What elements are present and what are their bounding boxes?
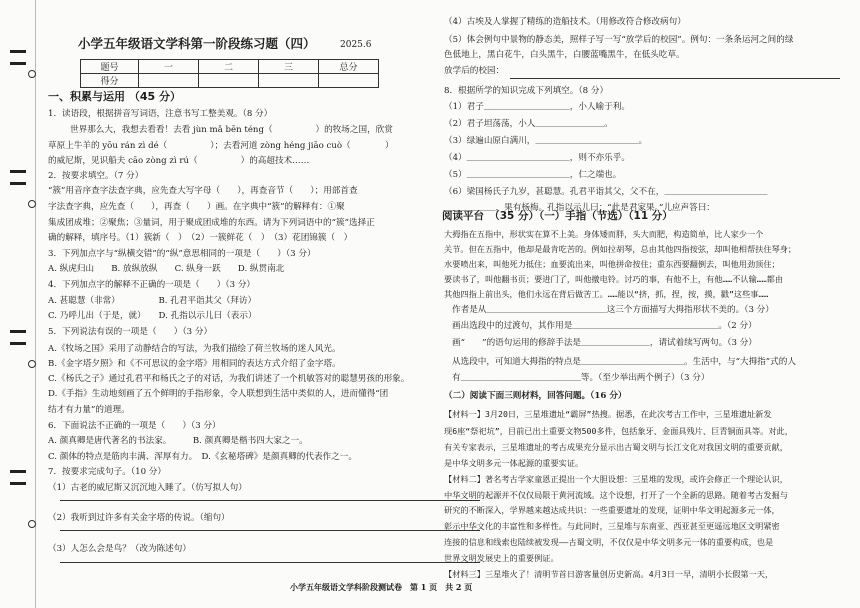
question-line: （5）＿＿＿＿＿＿＿＿＿＿＿＿，仁之端也。: [444, 170, 622, 180]
question-line: （6）梁国杨氏子九岁，甚聪慧。孔君平诣其父，父不在，＿＿＿＿＿＿＿＿＿＿＿＿: [444, 187, 768, 197]
material-line: 彰示中华文化的丰富性和多样性。与此同时，三星堆与东南亚、西亚甚至更遥远地区文明紧密: [444, 521, 780, 531]
question-line: 8．根据所学的知识完成下列填空。（8 分）: [444, 86, 609, 96]
material-line: 【材料三】三星堆火了！清明节首日游客量创历史新高。4月3日一早，清明小长假第一天，: [444, 569, 774, 579]
material-line: 【材料二】著名考古学家童恩正提出一个大胆设想：三星堆的发现，或许会修正一个理论认识，: [444, 474, 788, 484]
material-line: 有关专家表示，三星堆遗址的考古成果充分显示出古蜀文明与长江文化对我国文明的重要贡献，: [444, 442, 788, 452]
section-heading: 一、积累与运用 （45 分）: [48, 90, 181, 103]
column-header: 三: [259, 60, 319, 74]
question-line: 6．下面说法不正确的一项是（ ）（3 分）: [48, 421, 221, 431]
question-line: 草原上牛羊的 yōu rán zì dé（ ）；去看河道 zòng héng jiāo cuò（ ）: [48, 141, 394, 151]
question-line: C. 乃呼儿出（于是，就） D. 孔指以示儿曰（表示）: [48, 311, 257, 321]
binding-strip: [4, 40, 32, 580]
question-line: A. 甚聪慧（非常） B. 孔君平诣其父（拜访）: [48, 296, 257, 306]
question-line: 2．按要求填空。（7 分）: [48, 171, 144, 181]
question-line: C.《杨氏之子》通过孔君平和杨氏之子的对话，为我们讲述了一个机敏答对的聪慧男孩的形象。: [48, 374, 410, 384]
question-line: A.《牧场之国》采用了动静结合的写法，为我们描绘了荷兰牧场的迷人风光。: [48, 344, 341, 354]
material-line: 中华文明的起源并不仅仅局限于黄河流域。这个设想，打开了一个全新的思路。随着考古发掘与: [444, 490, 788, 500]
question-line: （1）君子＿＿＿＿＿＿＿＿＿＿，小人喻于利。: [444, 102, 630, 112]
reading-question: 作者是从＿＿＿＿＿＿＿＿＿＿＿＿＿＿这三个方面描写大拇指形状不美的。（3 分）: [452, 305, 774, 315]
question-line: （2）我听到过许多有关金字塔的传说。（缩句）: [48, 513, 230, 523]
question-line: ＿＿＿＿＿＿，果有杨梅。孔指以示儿曰：“此是君家果。”儿应声答曰：: [444, 203, 715, 213]
passage-line: 水要喷出来，叫他死力抵住；血要流出来，叫他拼命按住；重东西要翻倒去，叫他用劲顶住；: [444, 259, 780, 269]
material-line: 是中华文明多元一体起源的重要实证。: [444, 458, 584, 468]
score-cell[interactable]: [319, 74, 379, 88]
question-line: （3）人怎么会是鸟？（改为陈述句）: [48, 544, 191, 554]
question-line: 色低地上，黑白花牛，白头黑牛，白腰蓝嘴黑牛，在低头吃草。: [444, 50, 685, 60]
question-line: （4）＿＿＿＿＿＿＿＿＿＿＿＿，则不亦乐乎。: [444, 153, 630, 163]
passage-line: 关节。但在五指中，他却是最肯吃苦的。例如拉胡琴，总由其他四指按弦，却叫他相帮扶住琴身；: [444, 244, 797, 254]
reading-question: 有＿＿＿＿＿＿＿＿＿＿＿＿＿＿等。（至少举出两个例子）（3 分）: [452, 373, 710, 383]
reading-question: 从选段中，可知道大拇指的特点是＿＿＿＿＿＿＿＿＿＿＿＿。生活中，与“大拇指”式的人: [452, 357, 796, 367]
score-cell[interactable]: [259, 74, 319, 88]
question-line: （4）古埃及人掌握了精练的造船技术。（用修改符合修改病句）: [444, 17, 686, 27]
question-line: 确的解释，填序号。（1）簇新（ ） （2）一簇鲜花（ ） （3）花团锦簇（ ）: [48, 233, 353, 243]
question-line: D.《手指》生动地刻画了五个鲜明的手指形象，令人联想到生活中类似的人，进而懂得“团: [48, 389, 389, 399]
question-line: A. 颜真卿是唐代著名的书法家。 B. 颜真卿是楷书四大家之一。: [48, 436, 308, 446]
row-label: 得分: [81, 74, 139, 88]
score-table: [80, 59, 379, 88]
question-line: （5）体会例句中景物的静态美，照样子写一写“放学后的校园”。例句：一条条运河之间的绿: [444, 35, 794, 45]
row-label: 题号: [81, 60, 139, 74]
reading-title: 阅读平台 （35 分）（一）手指（节选）（11 分）: [442, 210, 673, 222]
score-cell[interactable]: [199, 74, 259, 88]
question-line: A. 纵虎归山 B. 放纵放纵 C. 纵身一跃 D. 纵贯南北: [48, 264, 285, 274]
binding-margin: [0, 0, 36, 608]
question-line: 集成团成堆；②聚焦；③量词，用于聚成团成堆的东西。请为下列词语中的“簇”选择正: [48, 218, 375, 228]
question-line: 放学后的校园：: [444, 66, 505, 76]
question-line: B.《金字塔夕照》和《不可思议的金字塔》用相同的表达方式介绍了金字塔。: [48, 359, 341, 369]
question-line: 结才有力量”的道理。: [48, 405, 130, 415]
reading-banner: [428, 206, 848, 224]
question-line: C. 颜体的特点是筋肉丰满、浑厚有力。 D.《玄秘塔碑》是颜真卿的代表作之一。: [48, 452, 357, 462]
answer-line[interactable]: [60, 530, 480, 531]
exam-date: 2025.6: [340, 40, 372, 50]
question-line: 3．下列加点字与“纵横交错”的“纵”意思相同的一项是（ ）（3 分）: [48, 249, 316, 259]
answer-line[interactable]: [60, 500, 480, 501]
part-two-title: （二）阅读下面三则材料，回答问题。（16 分）: [444, 391, 627, 401]
score-cell[interactable]: [139, 74, 199, 88]
column-header: 总分: [319, 60, 379, 74]
question-line: （1）古老的威尼斯又沉沉地入睡了。（仿写拟人句）: [48, 483, 247, 493]
question-line: 5．下列说法有误的一项是（ ）（3 分）: [48, 327, 213, 337]
material-line: 连接的信息和线索也陆续被发现——古蜀文明，不仅仅是中华文明多元一体的重要构成，也是: [444, 537, 774, 547]
question-line: 世界那么大，我想去看看！去看 jùn mǎ bēn téng（ ）的牧场之国，欣赏: [70, 125, 393, 135]
question-line: 1．读语段，根据拼音写词语，注意书写工整美观。（8 分）: [48, 109, 273, 119]
page-footer: 小学五年级语文学科阶段测试卷 第 1 页 共 2 页: [290, 582, 473, 592]
passage-line: 大拇指在五指中，形状实在算不上美。身体矮而胖，头大而肥，构造简单，比人家少一个: [444, 229, 764, 239]
column-header: 一: [139, 60, 199, 74]
question-line: （2）君子坦荡荡，小人＿＿＿＿＿＿＿＿。: [444, 119, 613, 129]
material-line: 研究的不断深入，学界越来越达成共识：一些重要遗址的发现，证明中华文明起源多元一体，: [444, 505, 780, 515]
passage-line: 其他四指上前出头，他们永远在背后做苦工。……能以“挤，抓，捏，按，摸，戳”这些事……: [444, 289, 769, 299]
question-line: 4．下列加点字的解释不正确的一项是（ ）（3 分）: [48, 280, 256, 290]
answer-line[interactable]: [60, 562, 480, 563]
answer-line[interactable]: [510, 78, 840, 79]
question-line: （3）绿遍山原白满川，＿＿＿＿＿＿＿＿＿＿＿＿。: [444, 136, 648, 146]
question-line: 字法查字典，应先查（ ），再查（ ）画。在字典中“簇”的解释有：①聚: [48, 202, 345, 212]
question-line: “簇”用音序查字法查字典，应先查大写字母（ ），再查音节（ ）；用部首查: [48, 186, 358, 196]
passage-line: 要读书了，叫他翻书页；要进门了，叫他撴电铃。讨巧的事，有他不上，有他……不认输……都由: [444, 274, 784, 284]
question-line: 的威尼斯，见识船夫 cāo zòng zì rú（ ）的高超技术……: [48, 156, 310, 166]
material-line: 现6座“祭祀坑”，目前已出土重要文物500多件，包括象牙、金面具残片、巨青铜面具等。对此，: [444, 426, 793, 436]
column-header: 二: [199, 60, 259, 74]
reading-question: 画出选段中的过渡句，其作用是＿＿＿＿＿＿＿＿＿＿＿＿＿＿＿＿＿。（2 分）: [452, 321, 757, 331]
material-line: 【材料一】3月20日，三星堆遗址“霸屏”热搜。据悉，在此次考古工作中，三星堆遗址新发: [444, 409, 772, 419]
exam-title: 小学五年级语文学科第一阶段练习题（四）: [78, 36, 316, 51]
reading-question: 画“ ”的语句运用的修辞手法是＿＿＿＿＿＿＿＿，请试着续写两句。（3 分）: [452, 338, 757, 348]
question-line: 7．按要求完成句子。（10 分）: [48, 467, 166, 477]
material-line: 世界文明发展史上的重要例证。: [444, 553, 559, 563]
